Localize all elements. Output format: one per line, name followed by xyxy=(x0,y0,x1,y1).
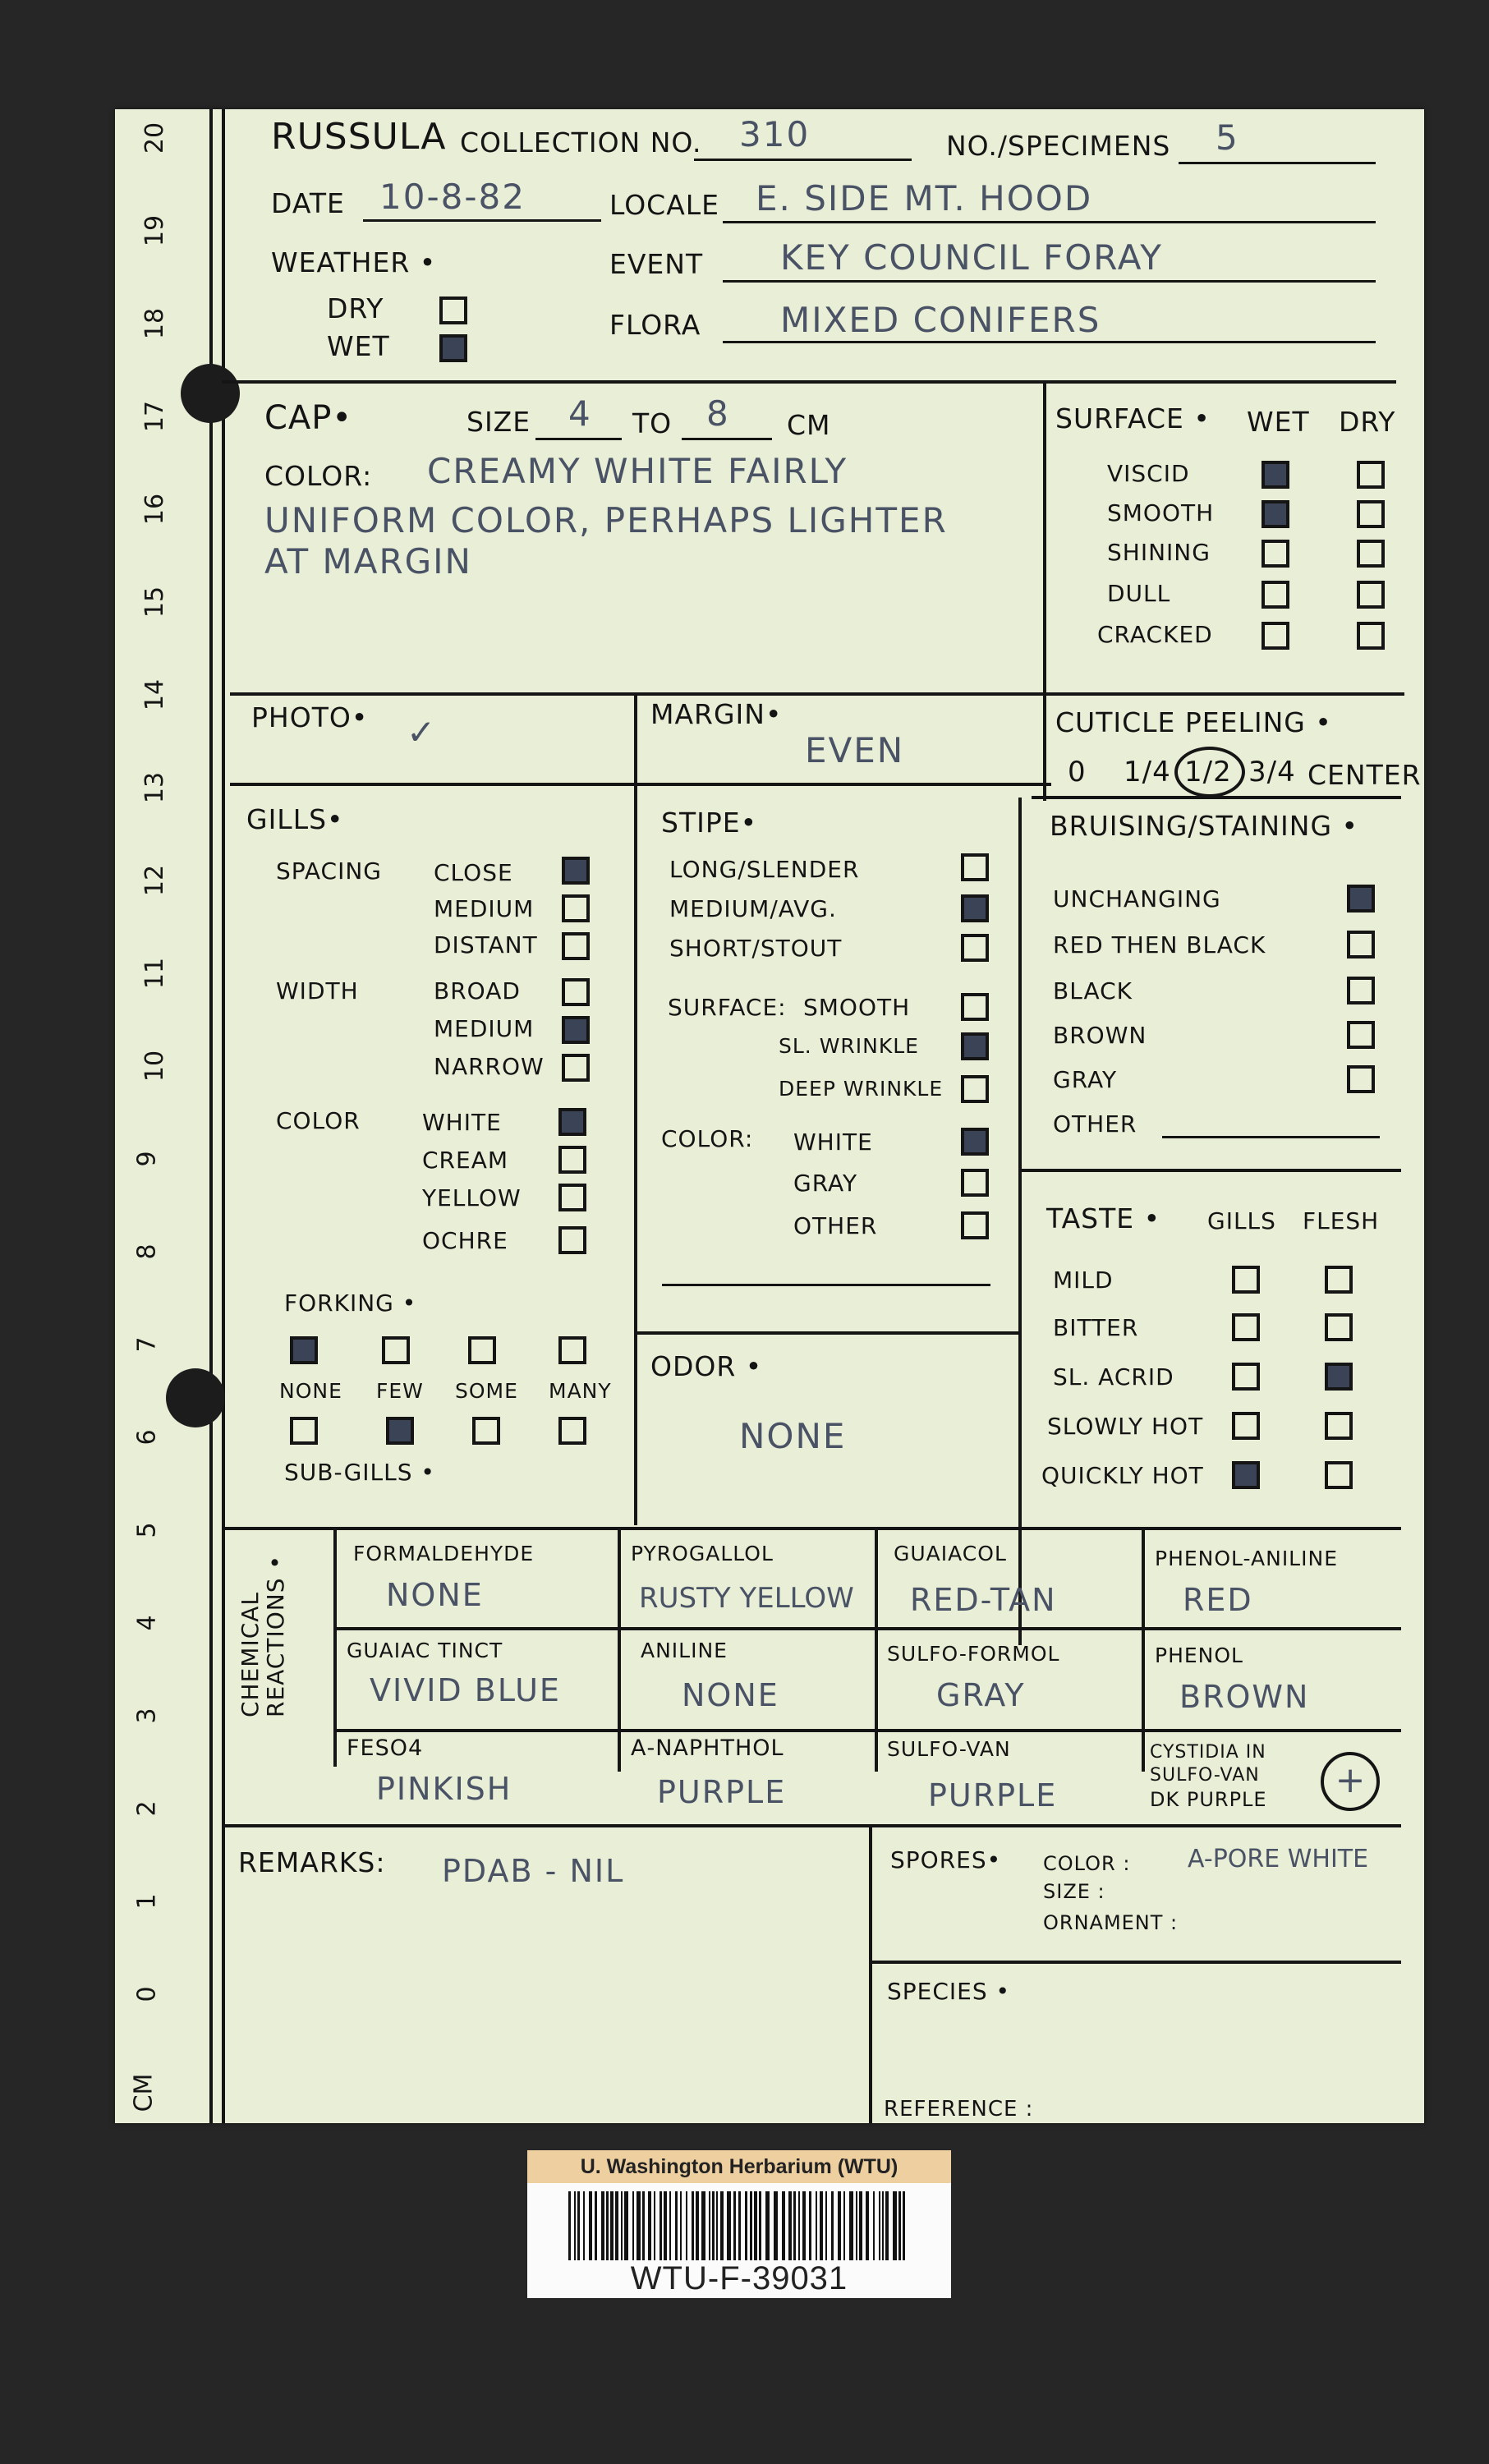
surface-row-label: CRACKED xyxy=(1097,621,1213,648)
gills-option-label: DISTANT xyxy=(434,931,538,958)
chemical-label: CHEMICAL REACTIONS • xyxy=(237,1555,289,1717)
stipe-deep-wrinkle-checkbox xyxy=(961,1075,989,1103)
herbarium-id: WTU-F-39031 xyxy=(630,2260,848,2296)
forking-none-checkbox xyxy=(290,1336,318,1364)
ruler-number: 14 xyxy=(140,678,170,711)
reference-label: REFERENCE : xyxy=(884,2097,1034,2122)
header-divider xyxy=(222,380,1396,384)
bruising-black-checkbox xyxy=(1347,977,1375,1004)
locale-label: LOCALE xyxy=(609,189,720,221)
taste-mild-gills-checkbox xyxy=(1232,1266,1260,1294)
ruler-number: 2 xyxy=(132,1800,162,1817)
gills-stipe-divider xyxy=(634,694,637,1525)
barcode xyxy=(568,2191,910,2260)
surface-row-label: DULL xyxy=(1107,580,1171,607)
cap-color-line-2: UNIFORM COLOR, PERHAPS LIGHTER xyxy=(264,500,948,540)
date-line xyxy=(363,219,601,222)
stipe-option-label: WHITE xyxy=(793,1129,873,1156)
date-label: DATE xyxy=(271,187,345,219)
taste-row-label: QUICKLY HOT xyxy=(1041,1462,1204,1489)
cystidia-mark: + xyxy=(1321,1752,1380,1811)
taste-bitter-gills-checkbox xyxy=(1232,1313,1260,1341)
stipe-option-label: SMOOTH xyxy=(803,994,911,1021)
gills-option-label: CLOSE xyxy=(434,859,513,886)
gills-cream-checkbox xyxy=(558,1146,586,1174)
cap-size-to: 8 xyxy=(706,393,730,434)
bruising-red-then-black-checkbox xyxy=(1347,931,1375,958)
forking-label: FORKING • xyxy=(284,1289,417,1317)
chemical-cell-value: PINKISH xyxy=(376,1771,512,1807)
ruler-number: 7 xyxy=(132,1336,162,1353)
gills-medium-width-checkbox xyxy=(562,1016,590,1044)
herbarium-name: U. Washington Herbarium (WTU) xyxy=(580,2155,898,2178)
taste-quickly-hot-flesh-checkbox xyxy=(1325,1461,1353,1489)
forking-option-label: SOME xyxy=(455,1379,518,1403)
ruler-unit: CM xyxy=(129,2073,159,2112)
weather-wet-checkbox xyxy=(439,334,467,362)
taste-quickly-hot-gills-checkbox xyxy=(1232,1461,1260,1489)
ruler-number: 11 xyxy=(140,957,170,990)
cuticle-option: CENTER xyxy=(1307,759,1422,791)
chemical-cell-value: RUSTY YELLOW xyxy=(639,1582,854,1615)
flora-line xyxy=(723,341,1376,343)
cuticle-label: CUTICLE PEELING • xyxy=(1055,706,1332,738)
stipe-label: STIPE• xyxy=(661,807,758,839)
gills-medium-spacing-checkbox xyxy=(562,894,590,922)
specimens-value: 5 xyxy=(1216,117,1239,158)
gills-yellow-checkbox xyxy=(558,1184,586,1211)
photo-check: ✓ xyxy=(407,712,438,752)
stipe-option-label: MEDIUM/AVG. xyxy=(669,895,837,922)
ruler-number: 4 xyxy=(132,1615,162,1631)
flora-label: FLORA xyxy=(609,309,701,341)
surface-smooth-dry-checkbox xyxy=(1357,500,1385,528)
spores-divider xyxy=(869,1826,872,2123)
chemical-cell-label: GUAIACOL xyxy=(894,1542,1007,1565)
cap-color-line-1: CREAMY WHITE FAIRLY xyxy=(427,451,848,491)
gills-width-label: WIDTH xyxy=(276,977,359,1004)
ruler-number: 0 xyxy=(132,1986,162,2002)
stipe-option-label: SHORT/STOUT xyxy=(669,935,843,962)
stipe-option-label: GRAY xyxy=(793,1170,858,1197)
taste-sl-acrid-flesh-checkbox xyxy=(1325,1363,1353,1391)
stipe-short-stout-checkbox xyxy=(961,934,989,962)
chemical-cell-label: SULFO-FORMOL xyxy=(887,1642,1060,1666)
stipe-medium-avg-checkbox xyxy=(961,894,989,922)
locale-value: E. SIDE MT. HOOD xyxy=(756,178,1093,218)
species-label: SPECIES • xyxy=(887,1978,1011,2005)
date-value: 10-8-82 xyxy=(379,177,526,217)
cuticle-option: 1/2 xyxy=(1184,756,1232,788)
gills-option-label: NARROW xyxy=(434,1053,545,1080)
subgills-none-checkbox xyxy=(290,1417,318,1445)
surface-dull-wet-checkbox xyxy=(1262,581,1289,609)
gills-distant-checkbox xyxy=(562,932,590,960)
subgills-many-checkbox xyxy=(558,1417,586,1445)
odor-value: NONE xyxy=(739,1416,847,1456)
chemical-cell-label: Α-NAPHTHOL xyxy=(631,1735,784,1761)
bruising-divider xyxy=(1018,1169,1401,1172)
chemical-top-divider xyxy=(222,1527,1401,1530)
remarks-value: PDAB - NIL xyxy=(442,1853,625,1889)
stipe-white-checkbox xyxy=(961,1128,989,1156)
chemical-col-divider-1 xyxy=(618,1529,621,1772)
chemical-cell-value: GRAY xyxy=(936,1677,1026,1713)
ruler-number: 12 xyxy=(140,864,170,897)
gills-ochre-checkbox xyxy=(558,1226,586,1254)
stipe-surface-label: SURFACE: xyxy=(668,994,787,1021)
taste-mild-flesh-checkbox xyxy=(1325,1266,1353,1294)
bruising-gray-checkbox xyxy=(1347,1065,1375,1093)
chemical-cell-value: NONE xyxy=(386,1577,484,1613)
ruler-number: 16 xyxy=(140,493,170,526)
punch-hole-bottom xyxy=(166,1368,225,1427)
surface-row-label: SMOOTH xyxy=(1107,499,1215,526)
ruler-number: 19 xyxy=(140,214,170,247)
gills-broad-checkbox xyxy=(562,978,590,1006)
subgills-few-checkbox xyxy=(386,1417,414,1445)
surface-divider xyxy=(1043,382,1046,801)
taste-bitter-flesh-checkbox xyxy=(1325,1313,1353,1341)
surface-dull-dry-checkbox xyxy=(1357,581,1385,609)
collection-no-label: COLLECTION NO. xyxy=(460,126,702,159)
odor-label: ODOR • xyxy=(650,1350,763,1382)
chemical-col-divider-3 xyxy=(1142,1529,1145,1772)
stipe-other-checkbox xyxy=(961,1211,989,1239)
forking-option-label: FEW xyxy=(376,1379,424,1403)
stipe-long-slender-checkbox xyxy=(961,853,989,881)
remarks-divider xyxy=(222,1824,1401,1827)
ruler-number: 1 xyxy=(132,1893,162,1910)
cap-color-label: COLOR: xyxy=(264,460,373,492)
taste-gills-header: GILLS xyxy=(1207,1207,1276,1234)
taste-row-label: SLOWLY HOT xyxy=(1047,1413,1204,1440)
stipe-color-label: COLOR: xyxy=(661,1125,754,1152)
bruising-other-label: OTHER xyxy=(1053,1110,1137,1138)
cystidia-value: DK PURPLE xyxy=(1150,1788,1267,1811)
photo-label: PHOTO• xyxy=(251,701,369,733)
surface-viscid-dry-checkbox xyxy=(1357,461,1385,489)
species-divider xyxy=(869,1961,1401,1964)
ruler-number: 18 xyxy=(140,307,170,340)
cuticle-option: 1/4 xyxy=(1124,756,1171,788)
collection-no-value: 310 xyxy=(739,114,811,154)
chemical-cell-value: NONE xyxy=(682,1677,779,1713)
chemical-cell-label: SULFO-VAN xyxy=(887,1737,1011,1761)
gills-white-checkbox xyxy=(558,1108,586,1136)
collection-no-line xyxy=(694,159,912,161)
gills-option-label: YELLOW xyxy=(422,1184,522,1211)
cap-size-from-line xyxy=(535,438,622,440)
taste-row-label: SL. ACRID xyxy=(1053,1363,1174,1391)
weather-dry-checkbox xyxy=(439,297,467,324)
ruler-number: 8 xyxy=(132,1243,162,1260)
cystidia-label-2: SULFO-VAN xyxy=(1150,1765,1260,1786)
surface-row-label: SHINING xyxy=(1107,539,1211,566)
chemical-row-divider-1 xyxy=(333,1627,1401,1630)
taste-row-label: BITTER xyxy=(1053,1314,1139,1341)
bruising-brown-checkbox xyxy=(1347,1021,1375,1049)
taste-label: TASTE • xyxy=(1046,1202,1161,1234)
surface-smooth-wet-checkbox xyxy=(1262,500,1289,528)
ruler-number: 5 xyxy=(132,1522,162,1538)
bruising-other-line xyxy=(1162,1136,1380,1138)
spores-ornament-label: ORNAMENT : xyxy=(1043,1911,1179,1934)
chemical-cell-value: RED xyxy=(1183,1582,1253,1618)
ruler-number: 13 xyxy=(140,771,170,804)
forking-few-checkbox xyxy=(382,1336,410,1364)
chemical-col-divider-2 xyxy=(875,1529,878,1772)
chemical-row-divider-2 xyxy=(333,1729,1401,1732)
ruler-number: 6 xyxy=(132,1429,162,1446)
chemical-cell-label: PHENOL-ANILINE xyxy=(1155,1547,1338,1570)
spores-color-label: COLOR : xyxy=(1043,1852,1131,1875)
stipe-sl-wrinkle-checkbox xyxy=(961,1032,989,1060)
cap-unit-label: CM xyxy=(787,409,831,441)
ruler-number: 15 xyxy=(140,586,170,618)
chemical-cell-value: VIVID BLUE xyxy=(370,1672,561,1708)
ruler-number: 10 xyxy=(140,1050,170,1083)
gills-option-label: OCHRE xyxy=(422,1227,508,1254)
forking-many-checkbox xyxy=(558,1336,586,1364)
photo-divider xyxy=(230,783,1051,786)
chemical-cell-label: ANILINE xyxy=(641,1639,728,1662)
ruler-number: 9 xyxy=(132,1151,162,1167)
surface-shining-dry-checkbox xyxy=(1357,540,1385,568)
ruler-number: 20 xyxy=(140,122,170,154)
surface-row-label: VISCID xyxy=(1107,460,1190,487)
stipe-smooth-checkbox xyxy=(961,993,989,1021)
remarks-label: REMARKS: xyxy=(238,1846,386,1878)
subgills-some-checkbox xyxy=(472,1417,500,1445)
punch-hole-top xyxy=(181,364,240,423)
cap-size-from: 4 xyxy=(568,393,592,434)
spores-label: SPORES• xyxy=(890,1846,1002,1873)
margin-label: MARGIN• xyxy=(650,698,783,730)
surface-cracked-dry-checkbox xyxy=(1357,622,1385,650)
subgills-label: SUB-GILLS • xyxy=(284,1459,435,1486)
event-value: KEY COUNCIL FORAY xyxy=(780,237,1163,278)
taste-slowly-hot-flesh-checkbox xyxy=(1325,1412,1353,1440)
taste-slowly-hot-gills-checkbox xyxy=(1232,1412,1260,1440)
chemical-cell-label: PHENOL xyxy=(1155,1643,1243,1667)
forking-some-checkbox xyxy=(468,1336,496,1364)
surface-label: SURFACE • xyxy=(1055,402,1211,434)
cap-label: CAP• xyxy=(264,399,353,437)
surface-shining-wet-checkbox xyxy=(1262,540,1289,568)
cap-to-label: TO xyxy=(632,407,673,439)
margin-value: EVEN xyxy=(805,730,905,770)
stipe-gray-checkbox xyxy=(961,1169,989,1197)
cap-size-label: SIZE xyxy=(466,406,531,438)
spores-color-value: A-PORE WHITE xyxy=(1188,1845,1369,1873)
surface-dry-header: DRY xyxy=(1339,406,1396,438)
bruising-option-label: UNCHANGING xyxy=(1053,885,1221,913)
gills-color-label: COLOR xyxy=(276,1107,361,1134)
event-line xyxy=(723,280,1376,283)
bruising-unchanging-checkbox xyxy=(1347,885,1375,913)
surface-viscid-wet-checkbox xyxy=(1262,461,1289,489)
odor-divider xyxy=(634,1331,1020,1335)
cuticle-option: 0 xyxy=(1068,756,1087,788)
cuticle-divider xyxy=(1032,796,1401,799)
stipe-option-label: OTHER xyxy=(793,1212,878,1239)
ruler-number: 17 xyxy=(140,400,170,433)
ruler-number: 3 xyxy=(132,1708,162,1724)
gills-spacing-label: SPACING xyxy=(276,857,382,885)
cuticle-option: 3/4 xyxy=(1248,756,1296,788)
taste-flesh-header: FLESH xyxy=(1303,1207,1380,1234)
gills-label: GILLS• xyxy=(246,803,344,835)
bruising-option-label: BROWN xyxy=(1053,1022,1147,1049)
spores-size-label: SIZE : xyxy=(1043,1880,1105,1903)
wet-label: WET xyxy=(327,330,390,362)
chemical-cell-value: RED-TAN xyxy=(910,1582,1057,1618)
surface-wet-header: WET xyxy=(1247,406,1310,438)
stipe-option-label: LONG/SLENDER xyxy=(669,856,860,883)
taste-sl-acrid-gills-checkbox xyxy=(1232,1363,1260,1391)
event-label: EVENT xyxy=(609,248,704,280)
stipe-option-label: SL. WRINKLE xyxy=(779,1034,919,1058)
specimens-line xyxy=(1179,162,1376,164)
locale-line xyxy=(723,221,1376,223)
bruising-option-label: BLACK xyxy=(1053,977,1133,1004)
chemical-cell-value: PURPLE xyxy=(928,1777,1058,1814)
surface-cracked-wet-checkbox xyxy=(1262,622,1289,650)
forking-option-label: NONE xyxy=(279,1379,342,1403)
stipe-right-divider xyxy=(1018,798,1022,1645)
chemical-cell-label: GUAIAC TINCT xyxy=(347,1639,503,1662)
herbarium-label xyxy=(527,2150,951,2298)
gills-option-label: BROAD xyxy=(434,977,521,1004)
gills-option-label: MEDIUM xyxy=(434,895,535,922)
forking-option-label: MANY xyxy=(549,1379,612,1403)
bruising-option-label: GRAY xyxy=(1053,1066,1118,1093)
chemical-cell-value: BROWN xyxy=(1179,1679,1310,1715)
bruising-label: BRUISING/STAINING • xyxy=(1050,810,1358,842)
chemical-cell-label: FORMALDEHYDE xyxy=(353,1542,535,1565)
cap-color-line-3: AT MARGIN xyxy=(264,541,472,582)
dry-label: DRY xyxy=(327,292,384,324)
gills-option-label: MEDIUM xyxy=(434,1015,535,1042)
gills-option-label: CREAM xyxy=(422,1147,509,1174)
flora-value: MIXED CONIFERS xyxy=(780,300,1101,340)
stipe-option-label: DEEP WRINKLE xyxy=(779,1077,944,1101)
cap-size-to-line xyxy=(682,438,772,440)
gills-narrow-checkbox xyxy=(562,1054,590,1082)
chemical-cell-label: PYROGALLOL xyxy=(631,1542,774,1565)
chemical-cell-label: FESO4 xyxy=(347,1735,424,1761)
bruising-option-label: RED THEN BLACK xyxy=(1053,931,1266,958)
genus-heading: RUSSULA xyxy=(271,116,447,158)
gills-close-checkbox xyxy=(562,857,590,885)
chemical-cell-value: PURPLE xyxy=(657,1774,787,1810)
taste-row-label: MILD xyxy=(1053,1266,1114,1294)
stipe-other-line xyxy=(662,1284,990,1286)
weather-label: WEATHER • xyxy=(271,246,437,278)
collection-card xyxy=(115,109,1424,2123)
cap-divider xyxy=(230,692,1404,696)
gills-option-label: WHITE xyxy=(422,1109,502,1136)
cystidia-label-1: CYSTIDIA IN xyxy=(1150,1742,1266,1763)
specimens-label: NO./SPECIMENS xyxy=(946,130,1171,162)
